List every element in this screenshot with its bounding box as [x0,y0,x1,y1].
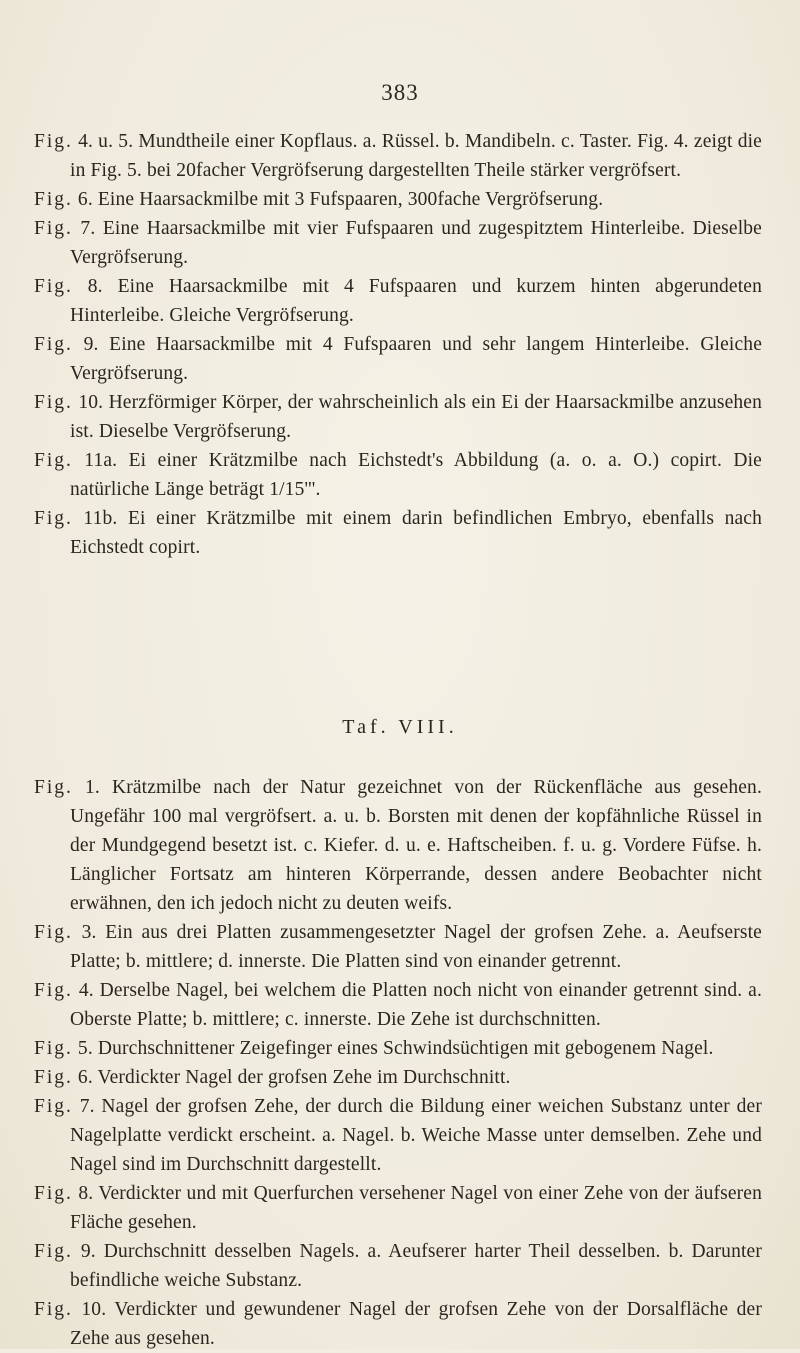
fig-label: Fig. [34,392,73,413]
figure-caption [34,773,762,918]
figure-caption [34,504,762,562]
caption-text: 10. Herzförmiger Körper, der wahrscheinlich als ein Ei der Haarsackmilbe anzusehen ist. Dieselbe Vergröfserung. [70,392,762,442]
caption-text: 4. u. 5. Mundtheile einer Kopflaus. a. Rüssel. b. Mandibeln. c. Taster. Fig. 4. zeigt die in Fig. 5. bei 20facher Vergröfserung dargestellten Theile stärker vergröfsert. [70,131,762,181]
caption-text: 6. Verdickter Nagel der grofsen Zehe im Durchschnitt. [77,1067,511,1088]
caption-text: 3. Ein aus drei Platten zusammengesetzter Nagel der grofsen Zehe. a. Aeufserste Platte; b. mittlere; d. innerste. Die Platten sind von einander getrennt. [70,922,762,972]
caption-text: 9. Durchschnitt desselben Nagels. a. Aeufserer harter Theil desselben. b. Darunter befindliche weiche Substanz. [70,1241,762,1291]
fig-label: Fig. [34,1038,73,1059]
figure-caption [34,388,762,446]
figure-caption [34,446,762,504]
caption-text: 11a. Ei einer Krätzmilbe nach Eichstedt's Abbildung (a. o. a. O.) copirt. Die natürliche Länge beträgt 1/15'''. [70,450,762,500]
figure-captions-group-1 [34,127,762,562]
fig-label: Fig. [34,334,73,355]
fig-label: Fig. [34,189,73,210]
figure-caption [34,1063,762,1092]
caption-text: 7. Eine Haarsackmilbe mit vier Fufspaaren und zugespitztem Hinterleibe. Dieselbe Vergröfserung. [70,218,762,268]
caption-text: 11b. Ei einer Krätzmilbe mit einem darin befindlichen Embryo, ebenfalls nach Eichstedt copirt. [70,508,762,558]
figure-caption [34,1179,762,1237]
figure-caption [34,976,762,1034]
figure-caption [34,214,762,272]
fig-label: Fig. [34,1096,73,1117]
figure-caption [34,1092,762,1179]
figure-caption [34,127,762,185]
fig-label: Fig. [34,1299,73,1320]
fig-label: Fig. [34,1183,73,1204]
figure-caption [34,1034,762,1063]
caption-text: 9. Eine Haarsackmilbe mit 4 Fufspaaren und sehr langem Hinterleibe. Gleiche Vergröfserung. [70,334,762,384]
caption-text: 4. Derselbe Nagel, bei welchem die Platten noch nicht von einander getrennt sind. a. Oberste Platte; b. mittlere; c. innerste. Die Zehe ist durchschnitten. [70,980,762,1030]
figure-caption [34,1295,762,1353]
caption-text: 6. Eine Haarsackmilbe mit 3 Fufspaaren, 300fache Vergröfserung. [77,189,604,210]
fig-label: Fig. [34,980,73,1001]
figure-caption [34,1237,762,1295]
fig-label: Fig. [34,131,73,152]
figure-captions-group-2 [34,773,762,1353]
figure-caption [34,185,762,214]
page-number: 383 [381,80,419,105]
fig-label: Fig. [34,450,73,471]
figure-caption [34,918,762,976]
caption-text: 7. Nagel der grofsen Zehe, der durch die Bildung einer weichen Substanz unter der Nagelplatte verdickt erscheint. a. Nagel. b. Weiche Masse unter demselben. Zehe und Nagel sind im Durchschnitt dargestellt. [70,1096,762,1175]
fig-label: Fig. [34,1067,73,1088]
fig-label: Fig. [34,508,73,529]
fig-label: Fig. [34,922,73,943]
fig-label: Fig. [34,276,73,297]
caption-text: 1. Krätzmilbe nach der Natur gezeichnet von der Rückenfläche aus gesehen. Ungefähr 100 mal vergröfsert. a. u. b. Borsten mit denen der kopfähnliche Rüssel in der Mundgegend besetzt ist. c. Kiefer. d. u. e. Haftscheiben. f. u. g. Vordere Füfse. h. Länglicher Fortsatz am hinteren Körperrande, dessen andere Beobachter nicht erwähnen, den ich jedoch nicht zu deuten weifs. [70,777,762,914]
fig-label: Fig. [34,777,73,798]
figure-caption [34,330,762,388]
fig-label: Fig. [34,218,73,239]
fig-label: Fig. [34,1241,73,1262]
caption-text: 8. Verdickter und mit Querfurchen versehener Nagel von einer Zehe von der äufseren Fläche gesehen. [70,1183,763,1233]
section-heading: Taf. VIII. [342,716,458,738]
figure-caption [34,272,762,330]
caption-text: 5. Durchschnittener Zeigefinger eines Schwindsüchtigen mit gebogenem Nagel. [77,1038,714,1059]
caption-text: 8. Eine Haarsackmilbe mit 4 Fufspaaren und kurzem hinten abgerundeten Hinterleibe. Gleiche Vergröfserung. [70,276,762,326]
caption-text: 10. Verdickter und gewundener Nagel der grofsen Zehe von der Dorsalfläche der Zehe aus gesehen. [70,1299,762,1349]
